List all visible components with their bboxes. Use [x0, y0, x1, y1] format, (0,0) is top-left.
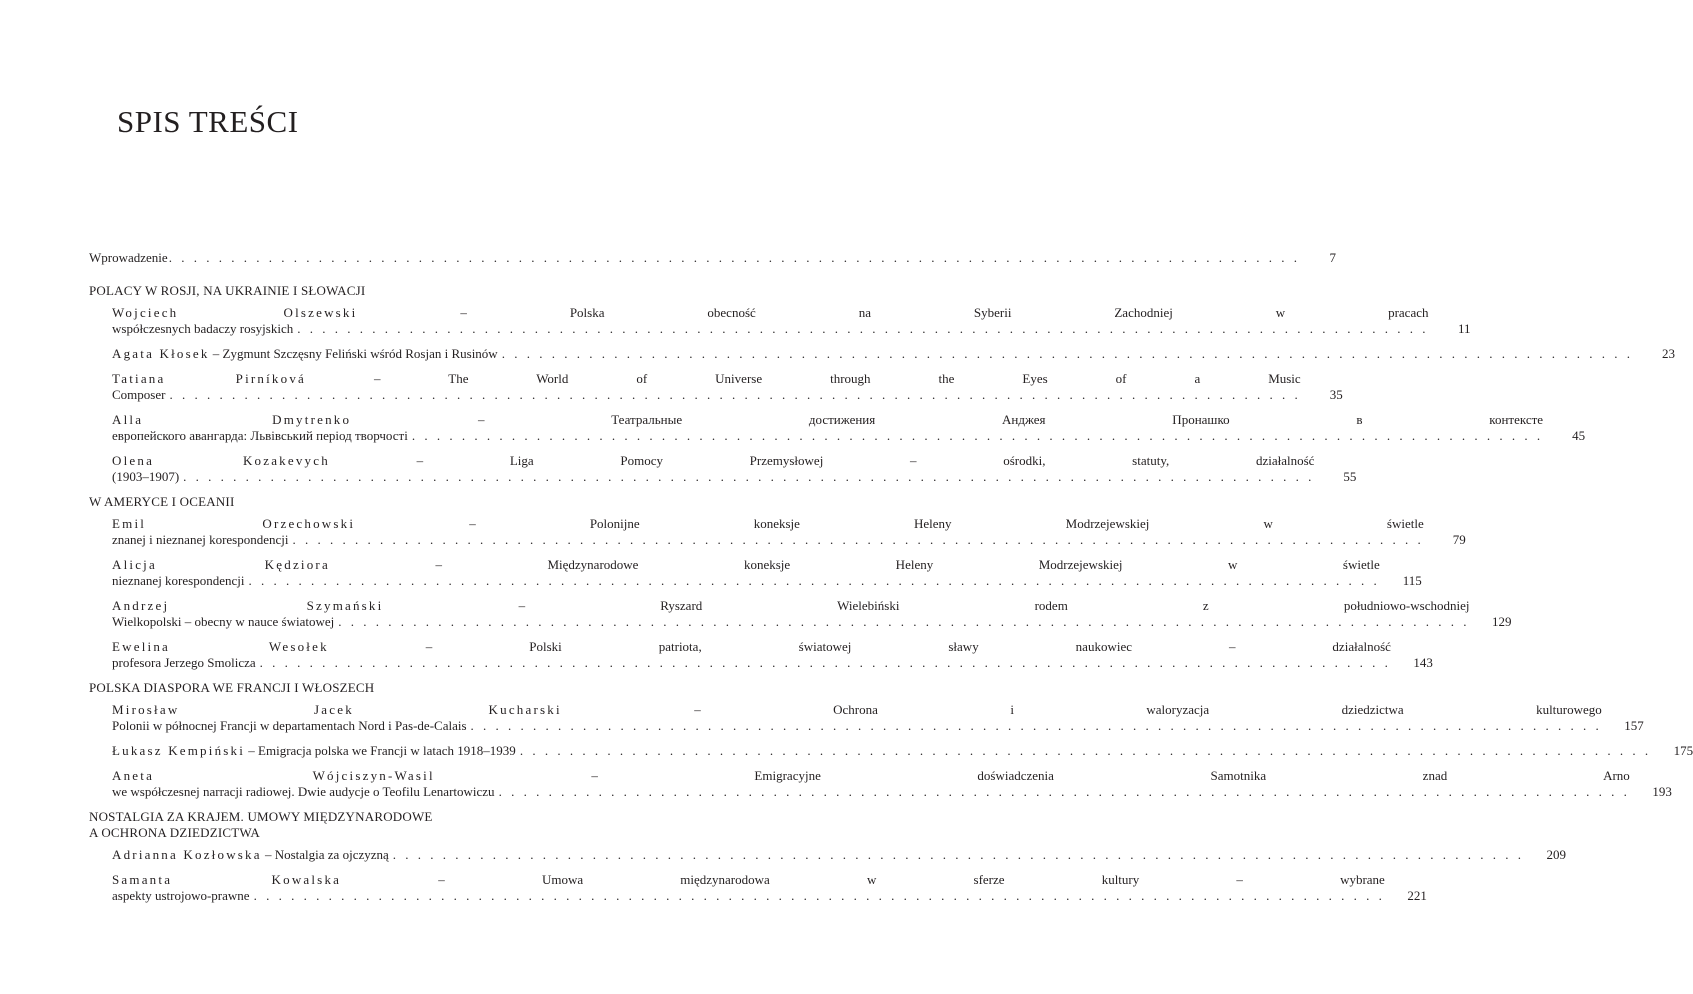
- entry-line: [112, 469, 1314, 485]
- entry-author: Samanta Kowalska: [112, 872, 342, 887]
- entry-line: [112, 598, 1469, 614]
- dot-leader: . . . . . . . . . . . . . . . . . . . . . . . . . . . . . . . . . . . . . . . . . . . . . . . . . . . . . . . . . . . . . . . . . . . . . . . . . . . . . . . . . . . . . . . . . . .: [411, 428, 1544, 443]
- section-heading-line: A OCHRONA DZIEDZICTWA: [89, 825, 261, 840]
- toc-section: [89, 809, 1567, 904]
- section-heading: [89, 809, 663, 841]
- toc-entry[interactable]: [112, 872, 1427, 904]
- entry-body: [112, 346, 1639, 362]
- entry-body: [112, 768, 1636, 800]
- entry-line: [112, 702, 1602, 718]
- toc-entry[interactable]: [112, 598, 1512, 630]
- dot-leader: . . . . . . . . . . . . . . . . . . . . . . . . . . . . . . . . . . . . . . . . . . . . . . . . . . . . . . . . . . . . . . . . . . . . . . . . . . . . . . . . . . . . . . . . . . .: [183, 469, 1315, 484]
- entry-line: [112, 614, 1469, 630]
- entry-line: [112, 532, 1424, 548]
- entry-line: [112, 655, 1391, 671]
- entry-title: – Międzynarodowe koneksje Heleny Modrzejewskiej w świetle: [435, 557, 1380, 572]
- page-number: 23: [1661, 346, 1675, 361]
- page-number: 45: [1572, 428, 1586, 443]
- entry-line: [112, 387, 1301, 403]
- page-title: SPIS TREŚCI: [117, 104, 299, 139]
- page-number: 193: [1652, 784, 1672, 799]
- entry-line: [112, 346, 1633, 362]
- entry-body: [112, 371, 1307, 403]
- page-number: 11: [1457, 321, 1471, 336]
- dot-leader: . . . . . . . . . . . . . . . . . . . . . . . . . . . . . . . . . . . . . . . . . . . . . . . . . . . . . . . . . . . . . . . . . . . . . . . . . . . . . . . . . . . . . . . . . . .: [169, 387, 1301, 402]
- entry-line: [112, 888, 1385, 904]
- page-number: 209: [1546, 847, 1567, 862]
- intro-title: Wprowadzenie: [89, 250, 168, 265]
- entry-line: [112, 453, 1314, 469]
- toc-entry[interactable]: [112, 453, 1357, 485]
- entry-title: – Emigracja polska we Francji w latach 1918–1939: [248, 743, 516, 758]
- entry-line: [112, 872, 1385, 888]
- toc-entry[interactable]: [112, 702, 1644, 734]
- entry-line: [112, 428, 1543, 444]
- section-heading-line: NOSTALGIA ZA KRAJEM. UMOWY MIĘDZYNARODOWE: [89, 809, 433, 824]
- entry-author: Tatiana Pirníková: [112, 371, 307, 386]
- entry-line: [112, 784, 1630, 800]
- page-number: 157: [1624, 718, 1644, 733]
- entry-body: [112, 639, 1397, 671]
- page-number: 55: [1343, 469, 1357, 484]
- toc-entry[interactable]: [112, 346, 1675, 362]
- toc-entry[interactable]: [112, 305, 1471, 337]
- entry-title: – Emigracyjne doświadczenia Samotnika znad Arno: [591, 768, 1630, 783]
- entry-author: Mirosław Jacek Kucharski: [112, 702, 562, 717]
- entry-line: [112, 371, 1301, 387]
- entry-body: [112, 516, 1430, 548]
- entry-line: [112, 305, 1428, 321]
- toc-entry[interactable]: [112, 412, 1586, 444]
- entry-body: [112, 702, 1608, 734]
- dot-leader: . . . . . . . . . . . . . . . . . . . . . . . . . . . . . . . . . . . . . . . . . . . . . . . . . . . . . . . . . . . . . . . . . . . . . . . . . . . . . . . . . . . . . . . . . . .: [248, 573, 1380, 588]
- dot-leader: . . . . . . . . . . . . . . . . . . . . . . . . . . . . . . . . . . . . . . . . . . . . . . . . . . . . . . . . . . . . . . . . . . . . . . . . . . . . . . . . . . . . . . . . . . .: [168, 250, 1300, 265]
- entry-title: profesora Jerzego Smolicza: [112, 655, 256, 670]
- entry-body: [112, 743, 1657, 759]
- section-heading-line: POLSKA DIASPORA WE FRANCJI I WŁOSZECH: [89, 680, 375, 695]
- entry-author: Emil Orzechowski: [112, 516, 356, 531]
- section-heading: [89, 680, 663, 696]
- toc-section: [89, 283, 1675, 485]
- toc-section: [89, 680, 1693, 800]
- dot-leader: . . . . . . . . . . . . . . . . . . . . . . . . . . . . . . . . . . . . . . . . . . . . . . . . . . . . . . . . . . . . . . . . . . . . . . . . . . . . . . . . . . . . . . . . . . .: [519, 743, 1652, 758]
- entry-author: Agata Kłosek: [112, 346, 210, 361]
- toc-entry[interactable]: [112, 557, 1422, 589]
- entry-title: – Nostalgia za ojczyzną: [264, 847, 389, 862]
- toc-entry[interactable]: [112, 768, 1672, 800]
- dot-leader: . . . . . . . . . . . . . . . . . . . . . . . . . . . . . . . . . . . . . . . . . . . . . . . . . . . . . . . . . . . . . . . . . . . . . . . . . . . . . . . . . . . . . . . . . . .: [501, 346, 1633, 361]
- page-number: 129: [1491, 614, 1512, 629]
- dot-leader: . . . . . . . . . . . . . . . . . . . . . . . . . . . . . . . . . . . . . . . . . . . . . . . . . . . . . . . . . . . . . . . . . . . . . . . . . . . . . . . . . . . . . . . . . . .: [253, 888, 1385, 903]
- section-heading: [89, 283, 663, 299]
- entry-line: [112, 516, 1424, 532]
- entry-author: Wojciech Olszewski: [112, 305, 358, 320]
- dot-leader: . . . . . . . . . . . . . . . . . . . . . . . . . . . . . . . . . . . . . . . . . . . . . . . . . . . . . . . . . . . . . . . . . . . . . . . . . . . . . . . . . . . . . . . . . . .: [338, 614, 1470, 629]
- entry-line: [112, 639, 1391, 655]
- entry-title: – Театральные достижения Анджея Пронашко в контексте: [477, 412, 1544, 427]
- page-number: 79: [1452, 532, 1466, 547]
- entry-title: aspekty ustrojowo-prawne: [112, 888, 250, 903]
- dot-leader: . . . . . . . . . . . . . . . . . . . . . . . . . . . . . . . . . . . . . . . . . . . . . . . . . . . . . . . . . . . . . . . . . . . . . . . . . . . . . . . . . . . . . . . . . . .: [259, 655, 1391, 670]
- entry-author: Aneta Wójciszyn-Wasil: [112, 768, 435, 783]
- entry-body: [112, 557, 1386, 589]
- entry-body: [112, 847, 1530, 863]
- entry-title: we współczesnej narracji radiowej. Dwie audycje o Teofilu Lenartowiczu: [112, 784, 495, 799]
- entry-body: [112, 305, 1434, 337]
- page-number: 35: [1329, 387, 1343, 402]
- entry-title: – Liga Pomocy Przemysłowej – ośrodki, statuty, działalność: [416, 453, 1315, 468]
- entry-body: [112, 872, 1391, 904]
- toc-entry[interactable]: [112, 847, 1567, 863]
- entry-body: [112, 412, 1549, 444]
- entry-line: [112, 557, 1380, 573]
- page-number: 175: [1673, 743, 1693, 758]
- entry-title: (1903–1907): [112, 469, 180, 484]
- dot-leader: . . . . . . . . . . . . . . . . . . . . . . . . . . . . . . . . . . . . . . . . . . . . . . . . . . . . . . . . . . . . . . . . . . . . . . . . . . . . . . . . . . . . . . . . . . .: [392, 847, 1525, 862]
- page-number: 7: [1329, 250, 1336, 265]
- entry-author: Ewelina Wesołek: [112, 639, 329, 654]
- entry-title: Wielkopolski – obecny w nauce światowej: [112, 614, 335, 629]
- entry-author: Alla Dmytrenko: [112, 412, 352, 427]
- entry-line: [112, 321, 1428, 337]
- entry-title: – Umowa międzynarodowa w sferze kultury – wybrane: [438, 872, 1385, 887]
- dot-leader: . . . . . . . . . . . . . . . . . . . . . . . . . . . . . . . . . . . . . . . . . . . . . . . . . . . . . . . . . . . . . . . . . . . . . . . . . . . . . . . . . . . . . . . . . . .: [470, 718, 1602, 733]
- table-of-contents: [89, 250, 1693, 913]
- entry-title: – The World of Universe through the Eyes of a Music: [374, 371, 1301, 386]
- entry-title: – Zygmunt Szczęsny Feliński wśród Rosjan i Rusinów: [212, 346, 498, 361]
- section-heading-line: POLACY W ROSJI, NA UKRAINIE I SŁOWACJI: [89, 283, 366, 298]
- section-heading-line: W AMERYCE I OCEANII: [89, 494, 235, 509]
- entry-title: – Polonijne koneksje Heleny Modrzejewskiej w świetle: [469, 516, 1424, 531]
- toc-section: [89, 494, 1512, 671]
- entry-title: nieznanej korespondencji: [112, 573, 245, 588]
- entry-line: [112, 847, 1524, 863]
- entry-title: Polonii w północnej Francji w departamentach Nord i Pas-de-Calais: [112, 718, 467, 733]
- entry-author: Andrzej Szymański: [112, 598, 384, 613]
- entry-line: [112, 573, 1380, 589]
- entry-title: – Ryszard Wielebiński rodem z południowo-wschodniej: [518, 598, 1470, 613]
- entry-title: – Polska obecność na Syberii Zachodniej w pracach: [460, 305, 1429, 320]
- entry-line: [112, 718, 1602, 734]
- entry-line: [112, 768, 1630, 784]
- page-number: 143: [1413, 655, 1433, 670]
- entry-body: [112, 453, 1320, 485]
- toc-entry[interactable]: [112, 371, 1343, 403]
- entry-line: [112, 412, 1543, 428]
- entry-body: [112, 598, 1475, 630]
- entry-author: Łukasz Kempiński: [112, 743, 246, 758]
- toc-entry[interactable]: [112, 743, 1693, 759]
- page-number: 221: [1407, 888, 1427, 903]
- entry-title: Composer: [112, 387, 166, 402]
- page-number: 115: [1402, 573, 1422, 588]
- entry-title: – Ochrona i waloryzacja dziedzictwa kulturowego: [694, 702, 1602, 717]
- entry-title: znanej i nieznanej korespondencji: [112, 532, 289, 547]
- toc-entry[interactable]: [112, 639, 1433, 671]
- entry-author: Alicja Kędziora: [112, 557, 330, 572]
- entry-line: [112, 743, 1651, 759]
- dot-leader: . . . . . . . . . . . . . . . . . . . . . . . . . . . . . . . . . . . . . . . . . . . . . . . . . . . . . . . . . . . . . . . . . . . . . . . . . . . . . . . . . . . . . . . . . . .: [292, 532, 1424, 547]
- toc-entry-intro[interactable]: [89, 250, 1336, 266]
- entry-title: европейского авангарда: Львівський період творчості: [112, 428, 408, 443]
- dot-leader: . . . . . . . . . . . . . . . . . . . . . . . . . . . . . . . . . . . . . . . . . . . . . . . . . . . . . . . . . . . . . . . . . . . . . . . . . . . . . . . . . . . . . . . . . . .: [297, 321, 1429, 336]
- entry-author: Adrianna Kozłowska: [112, 847, 262, 862]
- section-heading: [89, 494, 663, 510]
- dot-leader: . . . . . . . . . . . . . . . . . . . . . . . . . . . . . . . . . . . . . . . . . . . . . . . . . . . . . . . . . . . . . . . . . . . . . . . . . . . . . . . . . . . . . . . . . . .: [498, 784, 1630, 799]
- entry-author: Olena Kozakevych: [112, 453, 330, 468]
- entry-title: współczesnych badaczy rosyjskich: [112, 321, 294, 336]
- toc-entry[interactable]: [112, 516, 1466, 548]
- entry-title: – Polski patriota, światowej sławy naukowiec – działalność: [425, 639, 1391, 654]
